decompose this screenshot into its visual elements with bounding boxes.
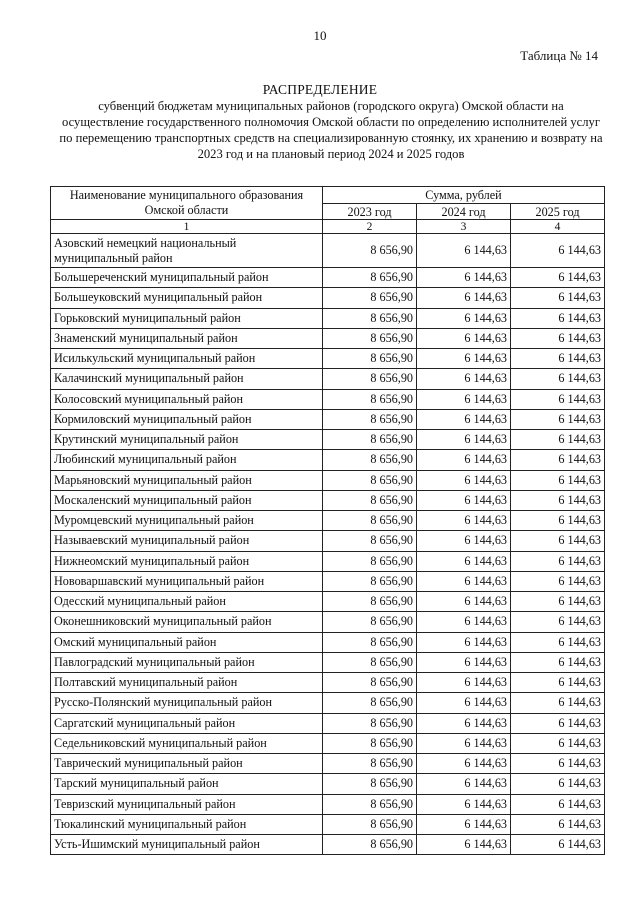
- value-2025: 6 144,63: [511, 652, 605, 672]
- value-2023: 8 656,90: [323, 369, 417, 389]
- value-2023: 8 656,90: [323, 571, 417, 591]
- value-2024: 6 144,63: [417, 389, 511, 409]
- value-2024: 6 144,63: [417, 328, 511, 348]
- table-row: [51, 673, 605, 693]
- municipality-name: Кормиловский муниципальный район: [51, 409, 323, 429]
- value-2023: 8 656,90: [323, 268, 417, 288]
- column-index-4: 4: [511, 220, 605, 234]
- value-2024: 6 144,63: [417, 268, 511, 288]
- table-row: [51, 369, 605, 389]
- municipality-name: Азовский немецкий национальный муниципальный район: [51, 234, 323, 268]
- value-2024: 6 144,63: [417, 571, 511, 591]
- value-2024: 6 144,63: [417, 632, 511, 652]
- value-2024: 6 144,63: [417, 450, 511, 470]
- value-2023: 8 656,90: [323, 754, 417, 774]
- value-2025: 6 144,63: [511, 551, 605, 571]
- value-2024: 6 144,63: [417, 234, 511, 268]
- municipality-name: Омский муниципальный район: [51, 632, 323, 652]
- value-2025: 6 144,63: [511, 450, 605, 470]
- value-2023: 8 656,90: [323, 430, 417, 450]
- value-2023: 8 656,90: [323, 409, 417, 429]
- header-sum: Сумма, рублей: [323, 187, 605, 204]
- value-2023: 8 656,90: [323, 490, 417, 510]
- value-2023: 8 656,90: [323, 733, 417, 753]
- value-2025: 6 144,63: [511, 774, 605, 794]
- value-2024: 6 144,63: [417, 288, 511, 308]
- value-2024: 6 144,63: [417, 511, 511, 531]
- value-2025: 6 144,63: [511, 470, 605, 490]
- municipality-name: Седельниковский муниципальный район: [51, 733, 323, 753]
- municipality-name: Горьковский муниципальный район: [51, 308, 323, 328]
- column-index-3: 3: [417, 220, 511, 234]
- value-2025: 6 144,63: [511, 268, 605, 288]
- table-row: [51, 713, 605, 733]
- value-2023: 8 656,90: [323, 592, 417, 612]
- value-2025: 6 144,63: [511, 328, 605, 348]
- value-2023: 8 656,90: [323, 612, 417, 632]
- municipality-name: Любинский муниципальный район: [51, 450, 323, 470]
- document-subtitle: субвенций бюджетам муниципальных районов (городского округа) Омской области на осуществление государственного полномочия Омской области по определению исполнителей услуг по перемещению транспортных средств на специализированную стоянку, их хранению и возврату на 2023 год и на плановый период 2024 и 2025 годов: [59, 99, 603, 161]
- municipality-name: Саргатский муниципальный район: [51, 713, 323, 733]
- municipality-name: Называевский муниципальный район: [51, 531, 323, 551]
- value-2023: 8 656,90: [323, 814, 417, 834]
- distribution-table: [50, 186, 605, 855]
- value-2025: 6 144,63: [511, 794, 605, 814]
- value-2023: 8 656,90: [323, 632, 417, 652]
- table-row: [51, 754, 605, 774]
- value-2023: 8 656,90: [323, 835, 417, 855]
- value-2023: 8 656,90: [323, 774, 417, 794]
- value-2023: 8 656,90: [323, 328, 417, 348]
- value-2024: 6 144,63: [417, 490, 511, 510]
- municipality-name: Полтавский муниципальный район: [51, 673, 323, 693]
- value-2023: 8 656,90: [323, 234, 417, 268]
- table-row: [51, 814, 605, 834]
- page-number: 10: [313, 28, 327, 43]
- value-2024: 6 144,63: [417, 693, 511, 713]
- municipality-name: Таврический муниципальный район: [51, 754, 323, 774]
- value-2023: 8 656,90: [323, 288, 417, 308]
- value-2023: 8 656,90: [323, 470, 417, 490]
- table-row: [51, 470, 605, 490]
- municipality-name: Исилькульский муниципальный район: [51, 349, 323, 369]
- table-row: [51, 409, 605, 429]
- value-2025: 6 144,63: [511, 713, 605, 733]
- value-2025: 6 144,63: [511, 612, 605, 632]
- header-year-2025: 2025 год: [511, 204, 605, 220]
- value-2024: 6 144,63: [417, 733, 511, 753]
- value-2025: 6 144,63: [511, 430, 605, 450]
- value-2023: 8 656,90: [323, 308, 417, 328]
- municipality-name: Крутинский муниципальный район: [51, 430, 323, 450]
- value-2023: 8 656,90: [323, 794, 417, 814]
- table-row: [51, 430, 605, 450]
- value-2024: 6 144,63: [417, 673, 511, 693]
- table-row: [51, 349, 605, 369]
- value-2025: 6 144,63: [511, 835, 605, 855]
- table-row: [51, 774, 605, 794]
- value-2025: 6 144,63: [511, 369, 605, 389]
- municipality-name: Тюкалинский муниципальный район: [51, 814, 323, 834]
- municipality-name: Усть-Ишимский муниципальный район: [51, 835, 323, 855]
- municipality-name: Тарский муниципальный район: [51, 774, 323, 794]
- header-year-2023: 2023 год: [323, 204, 417, 220]
- table-row: [51, 632, 605, 652]
- value-2024: 6 144,63: [417, 470, 511, 490]
- municipality-name: Большереченский муниципальный район: [51, 268, 323, 288]
- header-year-2024: 2024 год: [417, 204, 511, 220]
- municipality-name: Большеуковский муниципальный район: [51, 288, 323, 308]
- table-row: [51, 612, 605, 632]
- table-row: [51, 652, 605, 672]
- value-2025: 6 144,63: [511, 754, 605, 774]
- value-2025: 6 144,63: [511, 632, 605, 652]
- table-row: [51, 835, 605, 855]
- value-2025: 6 144,63: [511, 673, 605, 693]
- table-row: [51, 490, 605, 510]
- document-title: РАСПРЕДЕЛЕНИЕ: [262, 82, 378, 97]
- value-2023: 8 656,90: [323, 673, 417, 693]
- value-2025: 6 144,63: [511, 511, 605, 531]
- table-label: Таблица № 14: [520, 48, 598, 63]
- value-2023: 8 656,90: [323, 652, 417, 672]
- municipality-name: Марьяновский муниципальный район: [51, 470, 323, 490]
- value-2023: 8 656,90: [323, 713, 417, 733]
- municipality-name: Одесский муниципальный район: [51, 592, 323, 612]
- value-2024: 6 144,63: [417, 794, 511, 814]
- value-2025: 6 144,63: [511, 288, 605, 308]
- municipality-name: Знаменский муниципальный район: [51, 328, 323, 348]
- header-municipality: Наименование муниципального образования Омской области: [51, 187, 323, 220]
- column-index-2: 2: [323, 220, 417, 234]
- value-2023: 8 656,90: [323, 450, 417, 470]
- table-row: [51, 450, 605, 470]
- value-2024: 6 144,63: [417, 349, 511, 369]
- column-index-1: 1: [51, 220, 323, 234]
- value-2025: 6 144,63: [511, 592, 605, 612]
- value-2025: 6 144,63: [511, 234, 605, 268]
- table-row: [51, 234, 605, 268]
- table-body: [51, 234, 605, 855]
- value-2025: 6 144,63: [511, 814, 605, 834]
- municipality-name: Колосовский муниципальный район: [51, 389, 323, 409]
- table-row: [51, 592, 605, 612]
- value-2024: 6 144,63: [417, 369, 511, 389]
- value-2025: 6 144,63: [511, 308, 605, 328]
- value-2024: 6 144,63: [417, 652, 511, 672]
- municipality-name: Москаленский муниципальный район: [51, 490, 323, 510]
- municipality-name: Нижнеомский муниципальный район: [51, 551, 323, 571]
- value-2025: 6 144,63: [511, 409, 605, 429]
- table-row: [51, 693, 605, 713]
- value-2025: 6 144,63: [511, 693, 605, 713]
- table-row: [51, 794, 605, 814]
- value-2025: 6 144,63: [511, 349, 605, 369]
- table-row: [51, 571, 605, 591]
- value-2024: 6 144,63: [417, 430, 511, 450]
- value-2024: 6 144,63: [417, 774, 511, 794]
- value-2024: 6 144,63: [417, 713, 511, 733]
- value-2025: 6 144,63: [511, 389, 605, 409]
- municipality-name: Нововаршавский муниципальный район: [51, 571, 323, 591]
- table-row: [51, 328, 605, 348]
- municipality-name: Калачинский муниципальный район: [51, 369, 323, 389]
- value-2023: 8 656,90: [323, 551, 417, 571]
- table-row: [51, 389, 605, 409]
- value-2024: 6 144,63: [417, 308, 511, 328]
- municipality-name: Русско-Полянский муниципальный район: [51, 693, 323, 713]
- value-2025: 6 144,63: [511, 733, 605, 753]
- value-2023: 8 656,90: [323, 389, 417, 409]
- value-2024: 6 144,63: [417, 531, 511, 551]
- value-2025: 6 144,63: [511, 531, 605, 551]
- table-row: [51, 288, 605, 308]
- municipality-name: Оконешниковский муниципальный район: [51, 612, 323, 632]
- table-row: [51, 268, 605, 288]
- value-2023: 8 656,90: [323, 693, 417, 713]
- value-2024: 6 144,63: [417, 814, 511, 834]
- table-row: [51, 308, 605, 328]
- municipality-name: Павлоградский муниципальный район: [51, 652, 323, 672]
- table-row: [51, 733, 605, 753]
- value-2025: 6 144,63: [511, 571, 605, 591]
- table-row: [51, 551, 605, 571]
- value-2023: 8 656,90: [323, 349, 417, 369]
- table-row: [51, 531, 605, 551]
- value-2024: 6 144,63: [417, 592, 511, 612]
- value-2023: 8 656,90: [323, 531, 417, 551]
- value-2025: 6 144,63: [511, 490, 605, 510]
- value-2024: 6 144,63: [417, 612, 511, 632]
- municipality-name: Тевризский муниципальный район: [51, 794, 323, 814]
- value-2024: 6 144,63: [417, 551, 511, 571]
- value-2024: 6 144,63: [417, 409, 511, 429]
- value-2024: 6 144,63: [417, 835, 511, 855]
- table-row: [51, 511, 605, 531]
- value-2024: 6 144,63: [417, 754, 511, 774]
- value-2023: 8 656,90: [323, 511, 417, 531]
- municipality-name: Муромцевский муниципальный район: [51, 511, 323, 531]
